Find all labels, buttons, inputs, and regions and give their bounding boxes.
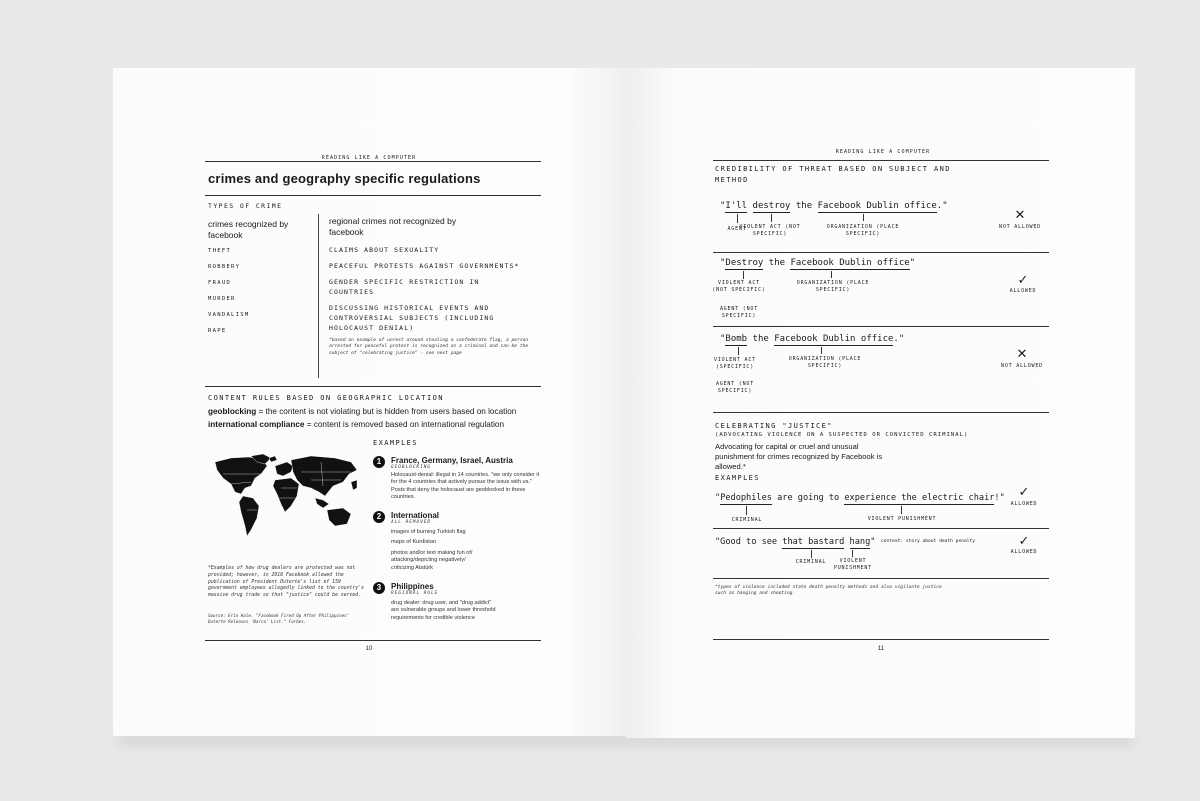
example-number: 3 [373,582,385,594]
status-badge: ALLOWED [1010,501,1038,507]
example-label: VIOLENT PUNISHMENT [867,516,937,522]
example-number: 2 [373,511,385,523]
page-title: crimes and geography specific regulations [208,171,481,186]
section-subheading: (ADVOCATING VIOLENCE ON A SUSPECTED OR CONVICTED CRIMINAL) [715,432,969,438]
threat-label: AGENT [727,226,747,232]
threat-quote: "I'll destroy the Facebook Dublin office." [720,201,948,211]
section-heading: CREDIBILITY OF THREAT BASED ON SUBJECT AND METHOD [715,165,951,184]
source-note: Source: Erin Hale. "Facebook Fired Up After Philippines' Duterte Releases 'Narco' List." Forbes. [208,613,350,624]
example-text: drug dealer: drug user, and "drug addict" are vulnerable groups and lower threshold requirements for credible violence [391,600,496,621]
example-title: Philippines [391,582,434,591]
list-item: CLAIMS ABOUT SEXUALITY [329,246,440,254]
list-item: photos and/or text making fun of/ attacking/depicting negatively/ criticizing Atatürk [391,549,473,571]
types-heading: TYPES OF CRIME [208,202,283,210]
recognized-heading: crimes recognized by facebook [208,219,289,240]
list-item: RAPE [208,328,227,334]
list-item: PEACEFUL PROTESTS AGAINST GOVERNMENTS* [329,262,520,270]
content-rules-heading: CONTENT RULES BASED ON GEOGRAPHIC LOCATION [208,394,444,402]
section-text: Advocating for capital or cruel and unusual punishment for crimes recognized by Facebook is allowed.* [715,442,883,471]
example-rule: REGIONAL RULE [391,591,439,596]
list-item: maps of Kurdistan [391,539,437,546]
status-badge: ALLOWED [1009,288,1037,294]
threat-quote: "Destroy the Facebook Dublin office" [720,258,916,268]
example-title: France, Germany, Israel, Austria [391,456,513,465]
list-item: DISCUSSING HISTORICAL EVENTS AND CONTROVERSIAL SUBJECTS (INCLUDING HOLOCAUST DENIAL) [329,304,495,332]
example-number: 1 [373,456,385,468]
recognized-list [208,248,308,344]
list-item: GENDER SPECIFIC RESTRICTION IN COUNTRIES [329,278,480,296]
left-page [113,68,625,736]
status-badge: NOT ALLOWED [1001,363,1043,369]
close-icon: ✕ [1016,347,1028,362]
threat-label: VIOLENT ACT (NOT SPECIFIC) [712,280,766,293]
compliance-term: international compliance [208,420,305,429]
running-header: READING LIKE A COMPUTER [835,149,931,155]
example-title: International [391,511,440,520]
compliance-definition: international compliance = content is removed based on international regulation [208,420,505,429]
threat-label: ORGANIZATION (PLACE SPECIFIC) [788,356,862,369]
threat-label: AGENT (NOT SPECIFIC) [715,381,755,394]
threat-label: ORGANIZATION (PLACE SPECIFIC) [826,224,900,237]
examples-heading: EXAMPLES [715,474,760,482]
list-item: MURDER [208,296,236,302]
list-item: VANDALISM [208,312,250,318]
example-context: context: story about death penalty [881,539,976,544]
example-label: VIOLENT PUNISHMENT [833,558,873,571]
regional-heading: regional crimes not recognized by facebook [329,216,457,237]
threat-label: VIOLENT ACT (NOT SPECIFIC) [739,224,801,237]
world-map [211,452,361,552]
example-label: CRIMINAL [731,517,763,523]
threat-label: VIOLENT ACT (SPECIFIC) [714,357,756,370]
list-item: FRAUD [208,280,232,286]
footnote: *types of violence included state death penalty methods and also vigilante justice such as hanging and shooting. [715,585,942,597]
example-label: CRIMINAL [795,559,827,565]
regional-list [329,245,529,339]
right-page [625,68,1135,738]
status-badge: NOT ALLOWED [999,224,1041,230]
list-item: ROBBERY [208,264,241,270]
threat-quote: "Bomb the Facebook Dublin office." [720,334,905,344]
example-rule: GEOBLOCKING [391,465,432,470]
geoblocking-definition: geoblocking = the content is not violating but is hidden from users based on location [208,407,517,416]
threat-label: ORGANIZATION (PLACE SPECIFIC) [796,280,870,293]
running-header: READING LIKE A COMPUTER [321,155,417,161]
check-icon: ✓ [1018,534,1030,549]
page-number: 10 [365,646,373,652]
example-quote: "Good to see that bastard hang" [715,537,876,547]
regional-footnote: *based on example of unrest around stealing a confederate flag, a person arrested for peaceful protest is recognized as a criminal and can be the subject of "celebrating justice" - see next page [329,338,529,356]
example-text: Holocaust-denial: illegal in 14 countries. "we only consider it for the 4 countries that actively pursue the issue with us." Posts that deny the holocaust are geoblocked in these countries. [391,472,540,501]
threat-label: AGENT (NOT SPECIFIC) [719,306,759,319]
geoblocking-term: geoblocking [208,407,257,416]
page-number: 11 [877,646,885,652]
check-icon: ✓ [1018,485,1030,500]
examples-heading: EXAMPLES [373,439,418,447]
list-item: THEFT [208,248,232,254]
map-note: *Examples of how drug dealers are protected was not provided; however, in 2016 Facebook allowed the publication of President Duterte's list of 159 government employees allegedly linked to the country's massive drug trade so that "justice" could be served. [208,566,364,599]
close-icon: ✕ [1014,208,1026,223]
status-badge: ALLOWED [1010,549,1038,555]
list-item: images of burning Turkish flag [391,529,466,535]
example-lines [391,529,541,572]
section-heading: CELEBRATING "JUSTICE" [715,422,833,430]
example-rule: ALL REMOVED [391,520,432,525]
check-icon: ✓ [1017,273,1029,288]
example-quote: "Pedophiles are going to experience the electric chair!" [715,493,1005,503]
